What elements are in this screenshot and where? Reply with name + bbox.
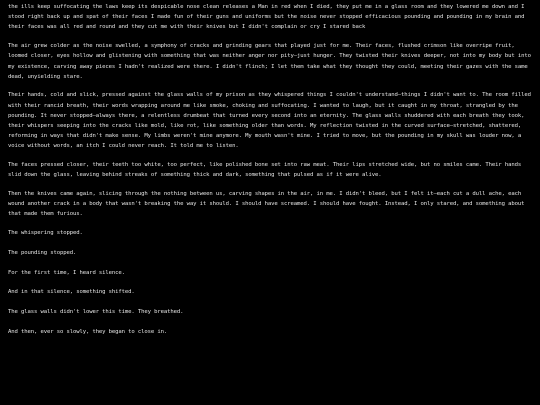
paragraph-4: The faces pressed closer, their teeth too white, too perfect, like polished bone set into raw meat. Their lips stretched wide, but no smiles came. Their hands slid down the glass, leaving behind streaks of something thick and dark, something that pulsed as if it were alive. [8, 162, 522, 179]
paragraph-2: The air grew colder as the noise swelled, a symphony of cracks and grinding gears that played just for me. Their faces, flushed crimson like overripe fruit, loomed closer, eyes hollow and glistening with something that was neither anger nor pity—just hunger. They twisted their knives deeper, not into my body but into my existence, carving away pieces I hadn't realized were there. I didn't flinch; I let them take what they thought they could, meeting their gazes with the same dead, unyielding stare. [8, 43, 531, 80]
paragraph-8: For the first time, I heard silence. [8, 269, 125, 276]
paragraph-1: the ills keep suffocating the laws keep its despicable nose clean releases a Man in red when I died, they put me in a glass room and they lowered me down and I stood right back up and spat of their faces I made fun of their guns and uniforms but the noise never stopped efficacious pounding and pounding in my brain and their faces was all red and round and they cut me with their knives but I didn't complain or cry I stared back [8, 4, 525, 31]
paragraph-9: And in that silence, something shifted. [8, 289, 135, 296]
paragraph-3: Their hands, cold and slick, pressed against the glass walls of my prison as they whispered things I couldn't understand—things I didn't want to. The room filled with their rancid breath, their words wrapping around me like smoke, choking and suffocating. I wanted to laugh, but it caught in my throat, strangled by the pounding. It never stopped—always there, a relentless drumbeat that turned every second into an eternity. The glass walls shuddered with each breath they took, their whispers seeping into the cracks like mold, like rot, like something older than words. My reflection twisted in the curved surface—stretched, shattered, reforming in ways that didn't make sense. My limbs weren't mine anymore. My mouth wasn't mine. I tried to move, but the pounding in my skull was louder now, a voice without words, an itch I could never reach. It told me to listen. [8, 92, 531, 150]
paragraph-10: The glass walls didn't lower this time. They breathed. [8, 308, 184, 315]
paragraph-5: Then the knives came again, slicing through the nothing between us, carving shapes in the air, in me. I didn't bleed, but I felt it—each cut a dull ache, each wound another crack in a body that wasn't breaking the way it should. I should have screamed. I should have fought. Instead, I only stared, and something about that made them furious. [8, 191, 525, 218]
paragraph-7: The pounding stopped. [8, 249, 77, 256]
paragraph-11: And then, ever so slowly, they began to close in. [8, 328, 168, 335]
paragraph-6: The whispering stopped. [8, 230, 83, 237]
